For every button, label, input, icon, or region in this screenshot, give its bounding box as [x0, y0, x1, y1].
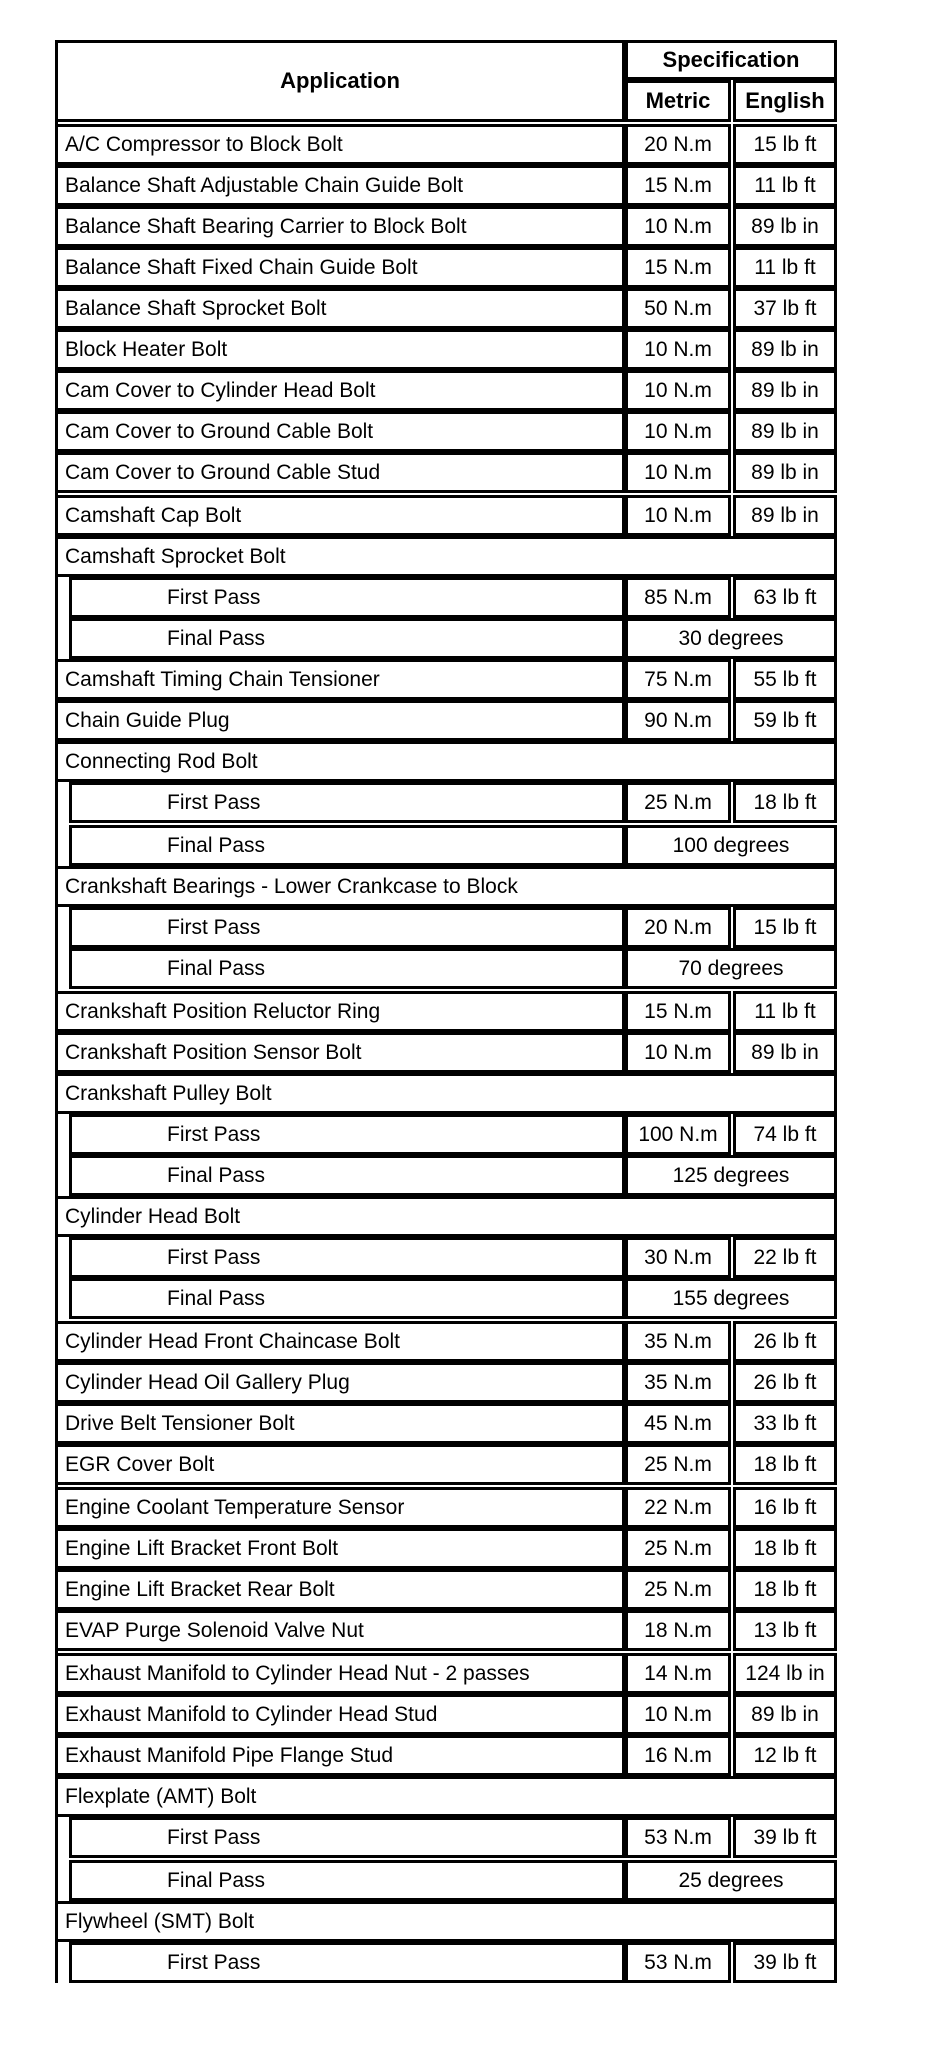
- group-header-row: [58, 1196, 837, 1237]
- table-row: [58, 206, 837, 247]
- english-value-cell: 89 lb in: [733, 370, 837, 411]
- sub-pass-row: [69, 1860, 837, 1901]
- metric-value-cell: 45 N.m: [625, 1403, 731, 1444]
- pass-label-cell: First Pass: [69, 1237, 625, 1278]
- sub-pass-row: [69, 782, 837, 823]
- table-row: [58, 370, 837, 411]
- english-value-cell: 63 lb ft: [733, 577, 837, 618]
- table-row: [58, 1362, 837, 1403]
- english-value-cell: 89 lb in: [733, 411, 837, 452]
- application-group-cell: Flexplate (AMT) Bolt: [58, 1776, 837, 1817]
- application-cell: Balance Shaft Sprocket Bolt: [58, 288, 625, 329]
- english-value-cell: 89 lb in: [733, 329, 837, 370]
- application-cell: Cam Cover to Ground Cable Bolt: [58, 411, 625, 452]
- metric-value-cell: 53 N.m: [625, 1817, 731, 1858]
- application-group-cell: Camshaft Sprocket Bolt: [58, 536, 837, 577]
- english-value-cell: 74 lb ft: [733, 1114, 837, 1155]
- degrees-value-cell: 100 degrees: [625, 825, 837, 866]
- metric-value-cell: 53 N.m: [625, 1942, 731, 1983]
- application-cell: Exhaust Manifold to Cylinder Head Nut - 2 passes: [58, 1653, 625, 1694]
- application-cell: Block Heater Bolt: [58, 329, 625, 370]
- metric-value-cell: 18 N.m: [625, 1610, 731, 1651]
- english-value-cell: 89 lb in: [733, 206, 837, 247]
- table-row: [58, 452, 837, 493]
- metric-value-cell: 50 N.m: [625, 288, 731, 329]
- sub-pass-row: [69, 1155, 837, 1196]
- group-header-row: [58, 866, 837, 907]
- table-row: [58, 165, 837, 206]
- metric-value-cell: 20 N.m: [625, 124, 731, 165]
- application-cell: Camshaft Cap Bolt: [58, 495, 625, 536]
- table-row: [58, 659, 837, 700]
- table-row: [58, 700, 837, 741]
- application-cell: A/C Compressor to Block Bolt: [58, 124, 625, 165]
- metric-value-cell: 10 N.m: [625, 452, 731, 493]
- metric-value-cell: 35 N.m: [625, 1362, 731, 1403]
- application-cell: Drive Belt Tensioner Bolt: [58, 1403, 625, 1444]
- english-value-cell: 26 lb ft: [733, 1321, 837, 1362]
- degrees-value-cell: 30 degrees: [625, 618, 837, 659]
- pass-label-cell: Final Pass: [69, 1860, 625, 1901]
- application-cell: Balance Shaft Bearing Carrier to Block Bolt: [58, 206, 625, 247]
- english-value-cell: 89 lb in: [733, 1694, 837, 1735]
- sub-pass-row: [69, 1114, 837, 1155]
- degrees-value-cell: 125 degrees: [625, 1155, 837, 1196]
- english-header: English: [733, 80, 837, 122]
- table-row: [58, 1610, 837, 1651]
- sub-pass-row: [69, 825, 837, 866]
- group-header-row: [58, 1073, 837, 1114]
- application-cell: Chain Guide Plug: [58, 700, 625, 741]
- sub-pass-row: [69, 1817, 837, 1858]
- english-value-cell: 55 lb ft: [733, 659, 837, 700]
- table-row: [58, 247, 837, 288]
- pass-label-cell: First Pass: [69, 1817, 625, 1858]
- degrees-value-cell: 25 degrees: [625, 1860, 837, 1901]
- pass-label-cell: Final Pass: [69, 618, 625, 659]
- english-value-cell: 18 lb ft: [733, 1528, 837, 1569]
- application-group-cell: Cylinder Head Bolt: [58, 1196, 837, 1237]
- english-value-cell: 22 lb ft: [733, 1237, 837, 1278]
- specification-header-group: [625, 40, 837, 122]
- sub-pass-row: [69, 1942, 837, 1983]
- pass-label-cell: First Pass: [69, 782, 625, 823]
- english-value-cell: 89 lb in: [733, 452, 837, 493]
- sub-pass-row: [69, 1237, 837, 1278]
- pass-label-cell: First Pass: [69, 577, 625, 618]
- application-cell: Crankshaft Position Reluctor Ring: [58, 991, 625, 1032]
- pass-label-cell: Final Pass: [69, 948, 625, 989]
- metric-value-cell: 22 N.m: [625, 1487, 731, 1528]
- table-row: [58, 329, 837, 370]
- english-value-cell: 11 lb ft: [733, 247, 837, 288]
- english-value-cell: 12 lb ft: [733, 1735, 837, 1776]
- english-value-cell: 16 lb ft: [733, 1487, 837, 1528]
- page: [0, 40, 944, 2048]
- metric-value-cell: 10 N.m: [625, 411, 731, 452]
- metric-value-cell: 30 N.m: [625, 1237, 731, 1278]
- application-cell: Exhaust Manifold Pipe Flange Stud: [58, 1735, 625, 1776]
- english-value-cell: 37 lb ft: [733, 288, 837, 329]
- table-row: [58, 411, 837, 452]
- metric-value-cell: 75 N.m: [625, 659, 731, 700]
- pass-label-cell: Final Pass: [69, 1155, 625, 1196]
- unit-header-row: [625, 80, 837, 122]
- table-row: [58, 991, 837, 1032]
- application-cell: Cylinder Head Oil Gallery Plug: [58, 1362, 625, 1403]
- application-cell: Cam Cover to Cylinder Head Bolt: [58, 370, 625, 411]
- metric-value-cell: 15 N.m: [625, 165, 731, 206]
- pass-label-cell: First Pass: [69, 1114, 625, 1155]
- metric-value-cell: 100 N.m: [625, 1114, 731, 1155]
- application-cell: Engine Lift Bracket Front Bolt: [58, 1528, 625, 1569]
- pass-label-cell: First Pass: [69, 1942, 625, 1983]
- metric-header: Metric: [625, 80, 731, 122]
- metric-value-cell: 25 N.m: [625, 1569, 731, 1610]
- sub-pass-row: [69, 1278, 837, 1319]
- table-row: [58, 1569, 837, 1610]
- english-value-cell: 15 lb ft: [733, 124, 837, 165]
- english-value-cell: 18 lb ft: [733, 1569, 837, 1610]
- table-row: [58, 1528, 837, 1569]
- degrees-value-cell: 70 degrees: [625, 948, 837, 989]
- table-row: [58, 288, 837, 329]
- table-row: [58, 1487, 837, 1528]
- application-cell: Exhaust Manifold to Cylinder Head Stud: [58, 1694, 625, 1735]
- metric-value-cell: 15 N.m: [625, 991, 731, 1032]
- english-value-cell: 33 lb ft: [733, 1403, 837, 1444]
- metric-value-cell: 10 N.m: [625, 206, 731, 247]
- group-header-row: [58, 1901, 837, 1942]
- english-value-cell: 124 lb in: [733, 1653, 837, 1694]
- sub-pass-row: [69, 948, 837, 989]
- english-value-cell: 13 lb ft: [733, 1610, 837, 1651]
- table-row: [58, 1321, 837, 1362]
- pass-label-cell: Final Pass: [69, 825, 625, 866]
- metric-value-cell: 90 N.m: [625, 700, 731, 741]
- sub-pass-row: [69, 907, 837, 948]
- metric-value-cell: 15 N.m: [625, 247, 731, 288]
- application-cell: Engine Coolant Temperature Sensor: [58, 1487, 625, 1528]
- pass-label-cell: First Pass: [69, 907, 625, 948]
- application-cell: Cam Cover to Ground Cable Stud: [58, 452, 625, 493]
- application-group-cell: Crankshaft Bearings - Lower Crankcase to Block: [58, 866, 837, 907]
- english-value-cell: 59 lb ft: [733, 700, 837, 741]
- metric-value-cell: 10 N.m: [625, 370, 731, 411]
- table-row: [58, 124, 837, 165]
- table-row: [58, 1403, 837, 1444]
- english-value-cell: 11 lb ft: [733, 991, 837, 1032]
- metric-value-cell: 85 N.m: [625, 577, 731, 618]
- application-group-cell: Connecting Rod Bolt: [58, 741, 837, 782]
- sub-pass-row: [69, 577, 837, 618]
- group-header-row: [58, 536, 837, 577]
- metric-value-cell: 35 N.m: [625, 1321, 731, 1362]
- application-cell: Crankshaft Position Sensor Bolt: [58, 1032, 625, 1073]
- table-row: [58, 1735, 837, 1776]
- metric-value-cell: 10 N.m: [625, 1694, 731, 1735]
- application-group-cell: Flywheel (SMT) Bolt: [58, 1901, 837, 1942]
- english-value-cell: 39 lb ft: [733, 1942, 837, 1983]
- application-cell: EGR Cover Bolt: [58, 1444, 625, 1485]
- application-group-cell: Crankshaft Pulley Bolt: [58, 1073, 837, 1114]
- english-value-cell: 18 lb ft: [733, 782, 837, 823]
- table-row: [58, 1694, 837, 1735]
- metric-value-cell: 25 N.m: [625, 1444, 731, 1485]
- degrees-value-cell: 155 degrees: [625, 1278, 837, 1319]
- table-body: [58, 124, 837, 1983]
- english-value-cell: 89 lb in: [733, 1032, 837, 1073]
- pass-label-cell: Final Pass: [69, 1278, 625, 1319]
- english-value-cell: 89 lb in: [733, 495, 837, 536]
- application-cell: Cylinder Head Front Chaincase Bolt: [58, 1321, 625, 1362]
- metric-value-cell: 10 N.m: [625, 495, 731, 536]
- application-cell: EVAP Purge Solenoid Valve Nut: [58, 1610, 625, 1651]
- english-value-cell: 18 lb ft: [733, 1444, 837, 1485]
- table-row: [58, 1653, 837, 1694]
- metric-value-cell: 25 N.m: [625, 1528, 731, 1569]
- table-row: [58, 495, 837, 536]
- english-value-cell: 15 lb ft: [733, 907, 837, 948]
- specification-header: Specification: [625, 40, 837, 80]
- table-row: [58, 1444, 837, 1485]
- metric-value-cell: 20 N.m: [625, 907, 731, 948]
- torque-spec-table: [55, 40, 837, 1983]
- application-cell: Camshaft Timing Chain Tensioner: [58, 659, 625, 700]
- metric-value-cell: 25 N.m: [625, 782, 731, 823]
- metric-value-cell: 16 N.m: [625, 1735, 731, 1776]
- table-header: [58, 40, 837, 122]
- sub-pass-row: [69, 618, 837, 659]
- group-header-row: [58, 1776, 837, 1817]
- application-cell: Engine Lift Bracket Rear Bolt: [58, 1569, 625, 1610]
- english-value-cell: 11 lb ft: [733, 165, 837, 206]
- application-cell: Balance Shaft Adjustable Chain Guide Bolt: [58, 165, 625, 206]
- application-cell: Balance Shaft Fixed Chain Guide Bolt: [58, 247, 625, 288]
- metric-value-cell: 10 N.m: [625, 1032, 731, 1073]
- group-header-row: [58, 741, 837, 782]
- english-value-cell: 39 lb ft: [733, 1817, 837, 1858]
- table-row: [58, 1032, 837, 1073]
- english-value-cell: 26 lb ft: [733, 1362, 837, 1403]
- metric-value-cell: 10 N.m: [625, 329, 731, 370]
- application-header: Application: [58, 40, 625, 122]
- metric-value-cell: 14 N.m: [625, 1653, 731, 1694]
